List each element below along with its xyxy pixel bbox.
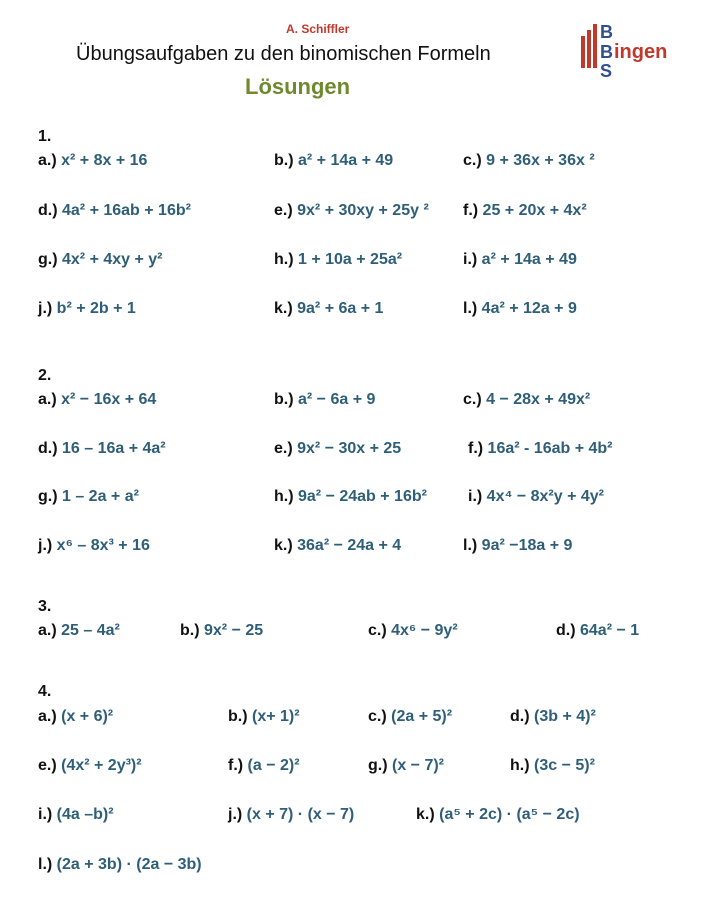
item-label: b.) — [180, 622, 200, 639]
item-answer: (4a –b)² — [52, 806, 114, 823]
answer-item — [38, 391, 156, 409]
answer-item — [228, 806, 354, 824]
answer-item — [510, 757, 595, 775]
item-label: j.) — [38, 300, 53, 317]
item-label: k.) — [274, 300, 293, 317]
item-label: a.) — [38, 622, 57, 639]
section-number: 4. — [38, 683, 52, 700]
svg-text:B: B — [600, 42, 613, 62]
page-subtitle: Lösungen — [245, 74, 351, 99]
answer-item — [368, 622, 458, 640]
item-answer: 4x⁴ − 8x²y + 4y² — [482, 488, 604, 505]
item-answer: x⁶ – 8x³ + 16 — [52, 537, 150, 554]
item-label: i.) — [463, 251, 478, 268]
item-label: b.) — [274, 391, 294, 408]
item-label: l.) — [463, 300, 478, 317]
answer-item — [274, 202, 429, 220]
answer-item — [38, 856, 202, 874]
item-answer: 4x² + 4xy + y² — [57, 251, 163, 268]
item-label: d.) — [38, 202, 58, 219]
item-answer: 9x² − 25 — [199, 622, 264, 639]
item-answer: (2a + 3b) · (2a − 3b) — [52, 856, 202, 873]
item-answer: (x − 7)² — [387, 757, 445, 774]
section-number: 1. — [38, 128, 52, 145]
section-number: 3. — [38, 598, 52, 615]
item-label: d.) — [556, 622, 576, 639]
item-answer: 9a² + 6a + 1 — [292, 300, 384, 317]
item-label: a.) — [38, 391, 57, 408]
item-answer: 9a² − 24ab + 16b² — [293, 488, 427, 505]
item-answer: (x+ 1)² — [247, 708, 300, 725]
item-label: d.) — [38, 440, 58, 457]
answer-item — [274, 251, 402, 269]
item-answer: (x + 7) · (x − 7) — [242, 806, 355, 823]
item-label: j.) — [38, 537, 53, 554]
item-label: k.) — [416, 806, 435, 823]
answer-item — [38, 202, 191, 220]
item-answer: (3b + 4)² — [529, 708, 596, 725]
answer-item — [38, 622, 120, 640]
bbs-bingen-logo — [578, 20, 690, 82]
item-label: g.) — [38, 488, 58, 505]
item-label: b.) — [274, 152, 294, 169]
answer-item — [228, 757, 300, 775]
answer-item — [463, 152, 595, 170]
answer-item — [556, 622, 639, 640]
item-label: e.) — [38, 757, 57, 774]
answer-item — [38, 300, 136, 318]
answer-item — [274, 440, 401, 458]
item-answer: x² + 8x + 16 — [56, 152, 148, 169]
item-answer: 9 + 36x + 36x ² — [481, 152, 595, 169]
item-answer: (x + 6)² — [56, 708, 114, 725]
item-label: a.) — [38, 708, 57, 725]
svg-text:B: B — [600, 22, 613, 42]
item-answer: (a⁵ + 2c) · (a⁵ − 2c) — [434, 806, 580, 823]
item-answer: 1 + 10a + 25a² — [293, 251, 403, 268]
item-answer: 9x² − 30x + 25 — [292, 440, 402, 457]
answer-item — [38, 757, 142, 775]
item-answer: 9a² −18a + 9 — [477, 537, 573, 554]
item-answer: 1 – 2a + a² — [57, 488, 139, 505]
item-label: i.) — [38, 806, 53, 823]
item-label: c.) — [463, 152, 482, 169]
item-answer: (a − 2)² — [243, 757, 300, 774]
answer-item — [38, 440, 166, 458]
svg-text:ingen: ingen — [614, 41, 668, 63]
item-label: k.) — [274, 537, 293, 554]
item-answer: a² + 14a + 49 — [477, 251, 577, 268]
item-label: l.) — [38, 856, 53, 873]
page-title: Übungsaufgaben zu den binomischen Formeln — [76, 43, 491, 65]
item-label: e.) — [274, 202, 293, 219]
item-label: g.) — [38, 251, 58, 268]
answer-item — [510, 708, 596, 726]
svg-text:S: S — [600, 61, 613, 81]
item-answer: 25 – 4a² — [56, 622, 120, 639]
answer-item — [38, 152, 147, 170]
item-answer: (3c − 5)² — [529, 757, 595, 774]
answer-item — [463, 391, 590, 409]
item-answer: (2a + 5)² — [386, 708, 453, 725]
item-label: l.) — [463, 537, 478, 554]
answer-item — [274, 537, 401, 555]
answer-item — [368, 708, 452, 726]
item-answer: 4a² + 12a + 9 — [477, 300, 577, 317]
item-answer: 16a² - 16ab + 4b² — [483, 440, 613, 457]
item-answer: 4a² + 16ab + 16b² — [57, 202, 191, 219]
answer-item — [368, 757, 444, 775]
answer-item — [274, 391, 375, 409]
item-answer: 4x⁶ − 9y² — [386, 622, 458, 639]
item-label: f.) — [228, 757, 244, 774]
answer-item — [38, 537, 150, 555]
item-label: i.) — [468, 488, 483, 505]
item-answer: 36a² − 24a + 4 — [292, 537, 402, 554]
answer-item — [228, 708, 300, 726]
item-label: e.) — [274, 440, 293, 457]
item-answer: 64a² − 1 — [575, 622, 640, 639]
item-answer: a² − 6a + 9 — [293, 391, 376, 408]
answer-item — [463, 300, 577, 318]
answer-item — [38, 806, 114, 824]
item-label: g.) — [368, 757, 388, 774]
author: A. Schiffler — [286, 22, 350, 36]
item-answer: 25 + 20x + 4x² — [478, 202, 587, 219]
item-label: d.) — [510, 708, 530, 725]
answer-item — [416, 806, 580, 824]
item-answer: 9x² + 30xy + 25y ² — [292, 202, 429, 219]
item-answer: b² + 2b + 1 — [52, 300, 136, 317]
answer-item — [463, 537, 572, 555]
answer-item — [468, 488, 604, 506]
item-label: c.) — [368, 622, 387, 639]
answer-item — [463, 251, 577, 269]
answer-item — [468, 440, 613, 458]
answer-item — [274, 488, 427, 506]
item-label: c.) — [463, 391, 482, 408]
answer-item — [38, 251, 163, 269]
item-label: h.) — [274, 488, 294, 505]
answer-item — [38, 708, 113, 726]
item-label: f.) — [463, 202, 479, 219]
item-label: j.) — [228, 806, 243, 823]
answer-item — [463, 202, 587, 220]
item-answer: 4 − 28x + 49x² — [481, 391, 591, 408]
answer-item — [274, 300, 383, 318]
item-label: c.) — [368, 708, 387, 725]
item-answer: a² + 14a + 49 — [293, 152, 394, 169]
item-answer: (4x² + 2y³)² — [56, 757, 142, 774]
item-label: f.) — [468, 440, 484, 457]
answer-item — [38, 488, 139, 506]
item-label: b.) — [228, 708, 248, 725]
item-label: h.) — [274, 251, 294, 268]
section-number: 2. — [38, 367, 52, 384]
item-label: h.) — [510, 757, 530, 774]
answer-item — [180, 622, 263, 640]
item-label: a.) — [38, 152, 57, 169]
item-answer: 16 – 16a + 4a² — [57, 440, 166, 457]
item-answer: x² − 16x + 64 — [56, 391, 157, 408]
answer-item — [274, 152, 393, 170]
